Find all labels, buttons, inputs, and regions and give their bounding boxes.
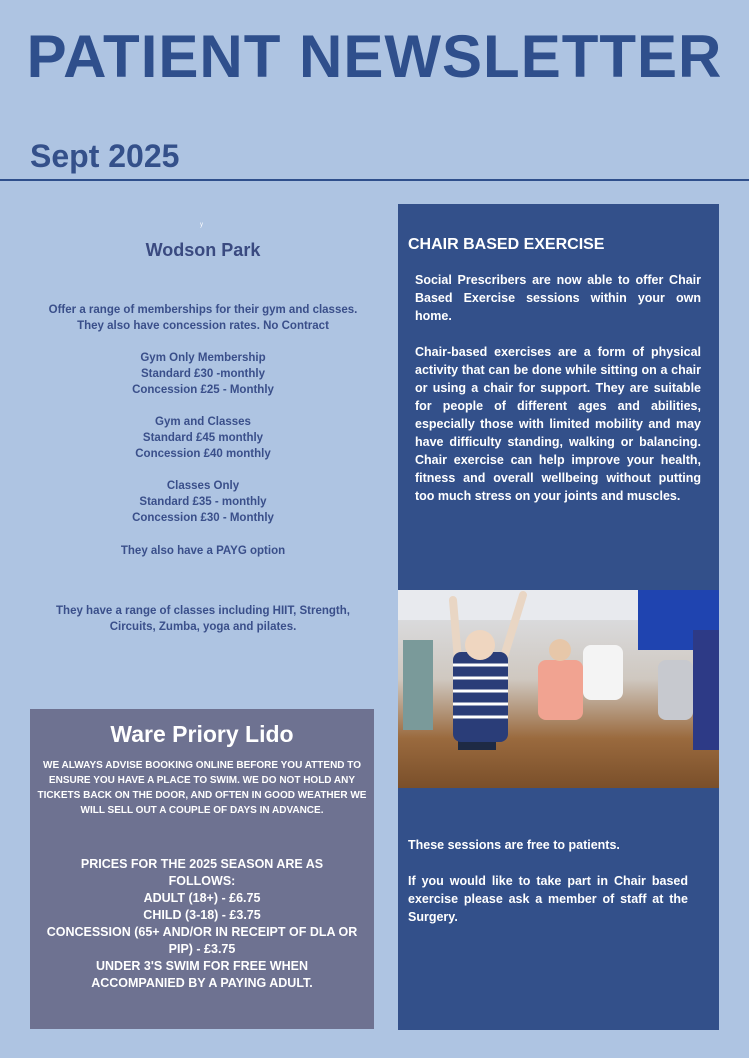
free-sessions-note: These sessions are free to patients. <box>408 838 620 852</box>
newsletter-title: PATIENT NEWSLETTER <box>26 23 723 90</box>
exercise-class-image <box>398 590 719 788</box>
wodson-line: Gym and Classes <box>155 416 251 428</box>
wodson-line: Offer a range of memberships for their gym and classes. <box>48 304 358 316</box>
chair-exercise-photo <box>398 590 719 788</box>
header-divider <box>0 179 749 181</box>
wodson-line: Standard £35 - monthly <box>139 496 267 508</box>
price-line: CHILD (3-18) - £3.75 <box>143 908 261 922</box>
wodson-line: They have a range of classes including HIIT, Strength, <box>56 605 350 617</box>
stray-mark: y <box>200 222 203 228</box>
wodson-line: They also have concession rates. No Contract <box>77 320 329 332</box>
wodson-line: Standard £45 monthly <box>142 432 264 444</box>
wodson-paragraph <box>30 302 376 334</box>
wodson-paragraph <box>30 350 376 398</box>
wodson-park-heading: Wodson Park <box>145 240 261 260</box>
chair-exercise-heading: CHAIR BASED EXERCISE <box>408 236 605 253</box>
price-line: CONCESSION (65+ AND/OR IN RECEIPT OF DLA OR PIP) - £3.75 <box>46 925 358 956</box>
price-line: ADULT (18+) - £6.75 <box>143 891 261 905</box>
price-line: PRICES FOR THE 2025 SEASON ARE AS FOLLOWS: <box>80 857 324 888</box>
wodson-paragraph <box>30 543 376 559</box>
wodson-paragraph <box>30 414 376 462</box>
wodson-line: Gym Only Membership <box>140 352 266 364</box>
wodson-line: Standard £30 -monthly <box>141 368 265 380</box>
lido-prices <box>30 856 374 992</box>
wodson-paragraph <box>30 603 376 635</box>
wodson-line: Concession £30 - Monthly <box>132 512 274 524</box>
chair-description: Chair-based exercises are a form of physical activity that can be done while sitting on a chair or using a chair for support. They are suitable for people of different ages and abilities, especially those with limited mobility and may have difficulty standing, walking or balancing. Chair exercise can help improve your health, fitness and overall wellbeing without putting too much stress on your joints and muscles. <box>415 345 701 503</box>
wodson-line: They also have a PAYG option <box>120 545 286 557</box>
issue-date: Sept 2025 <box>30 138 180 174</box>
wodson-line: Classes Only <box>166 480 240 492</box>
wodson-paragraph <box>30 478 376 526</box>
lido-booking-notice: WE ALWAYS ADVISE BOOKING ONLINE BEFORE YOU ATTEND TO ENSURE YOU HAVE A PLACE TO SWIM. WE DO NOT HOLD ANY TICKETS BACK ON THE DOOR, AND OFTEN IN GOOD WEATHER WE WILL SELL OUT A COUPLE OF DAYS IN ADVANCE. <box>37 760 367 816</box>
ware-priory-lido-panel <box>30 709 374 1029</box>
wodson-line: Concession £25 - Monthly <box>132 384 274 396</box>
wodson-line: Circuits, Zumba, yoga and pilates. <box>109 621 297 633</box>
wodson-line: Concession £40 monthly <box>135 448 271 460</box>
chair-intro: Social Prescribers are now able to offer Chair Based Exercise sessions within your own home. <box>415 273 701 323</box>
how-to-join: If you would like to take part in Chair based exercise please ask a member of staff at the Surgery. <box>408 874 688 924</box>
price-line: UNDER 3'S SWIM FOR FREE WHEN ACCOMPANIED BY A PAYING ADULT. <box>91 959 313 990</box>
lido-heading: Ware Priory Lido <box>110 721 294 747</box>
